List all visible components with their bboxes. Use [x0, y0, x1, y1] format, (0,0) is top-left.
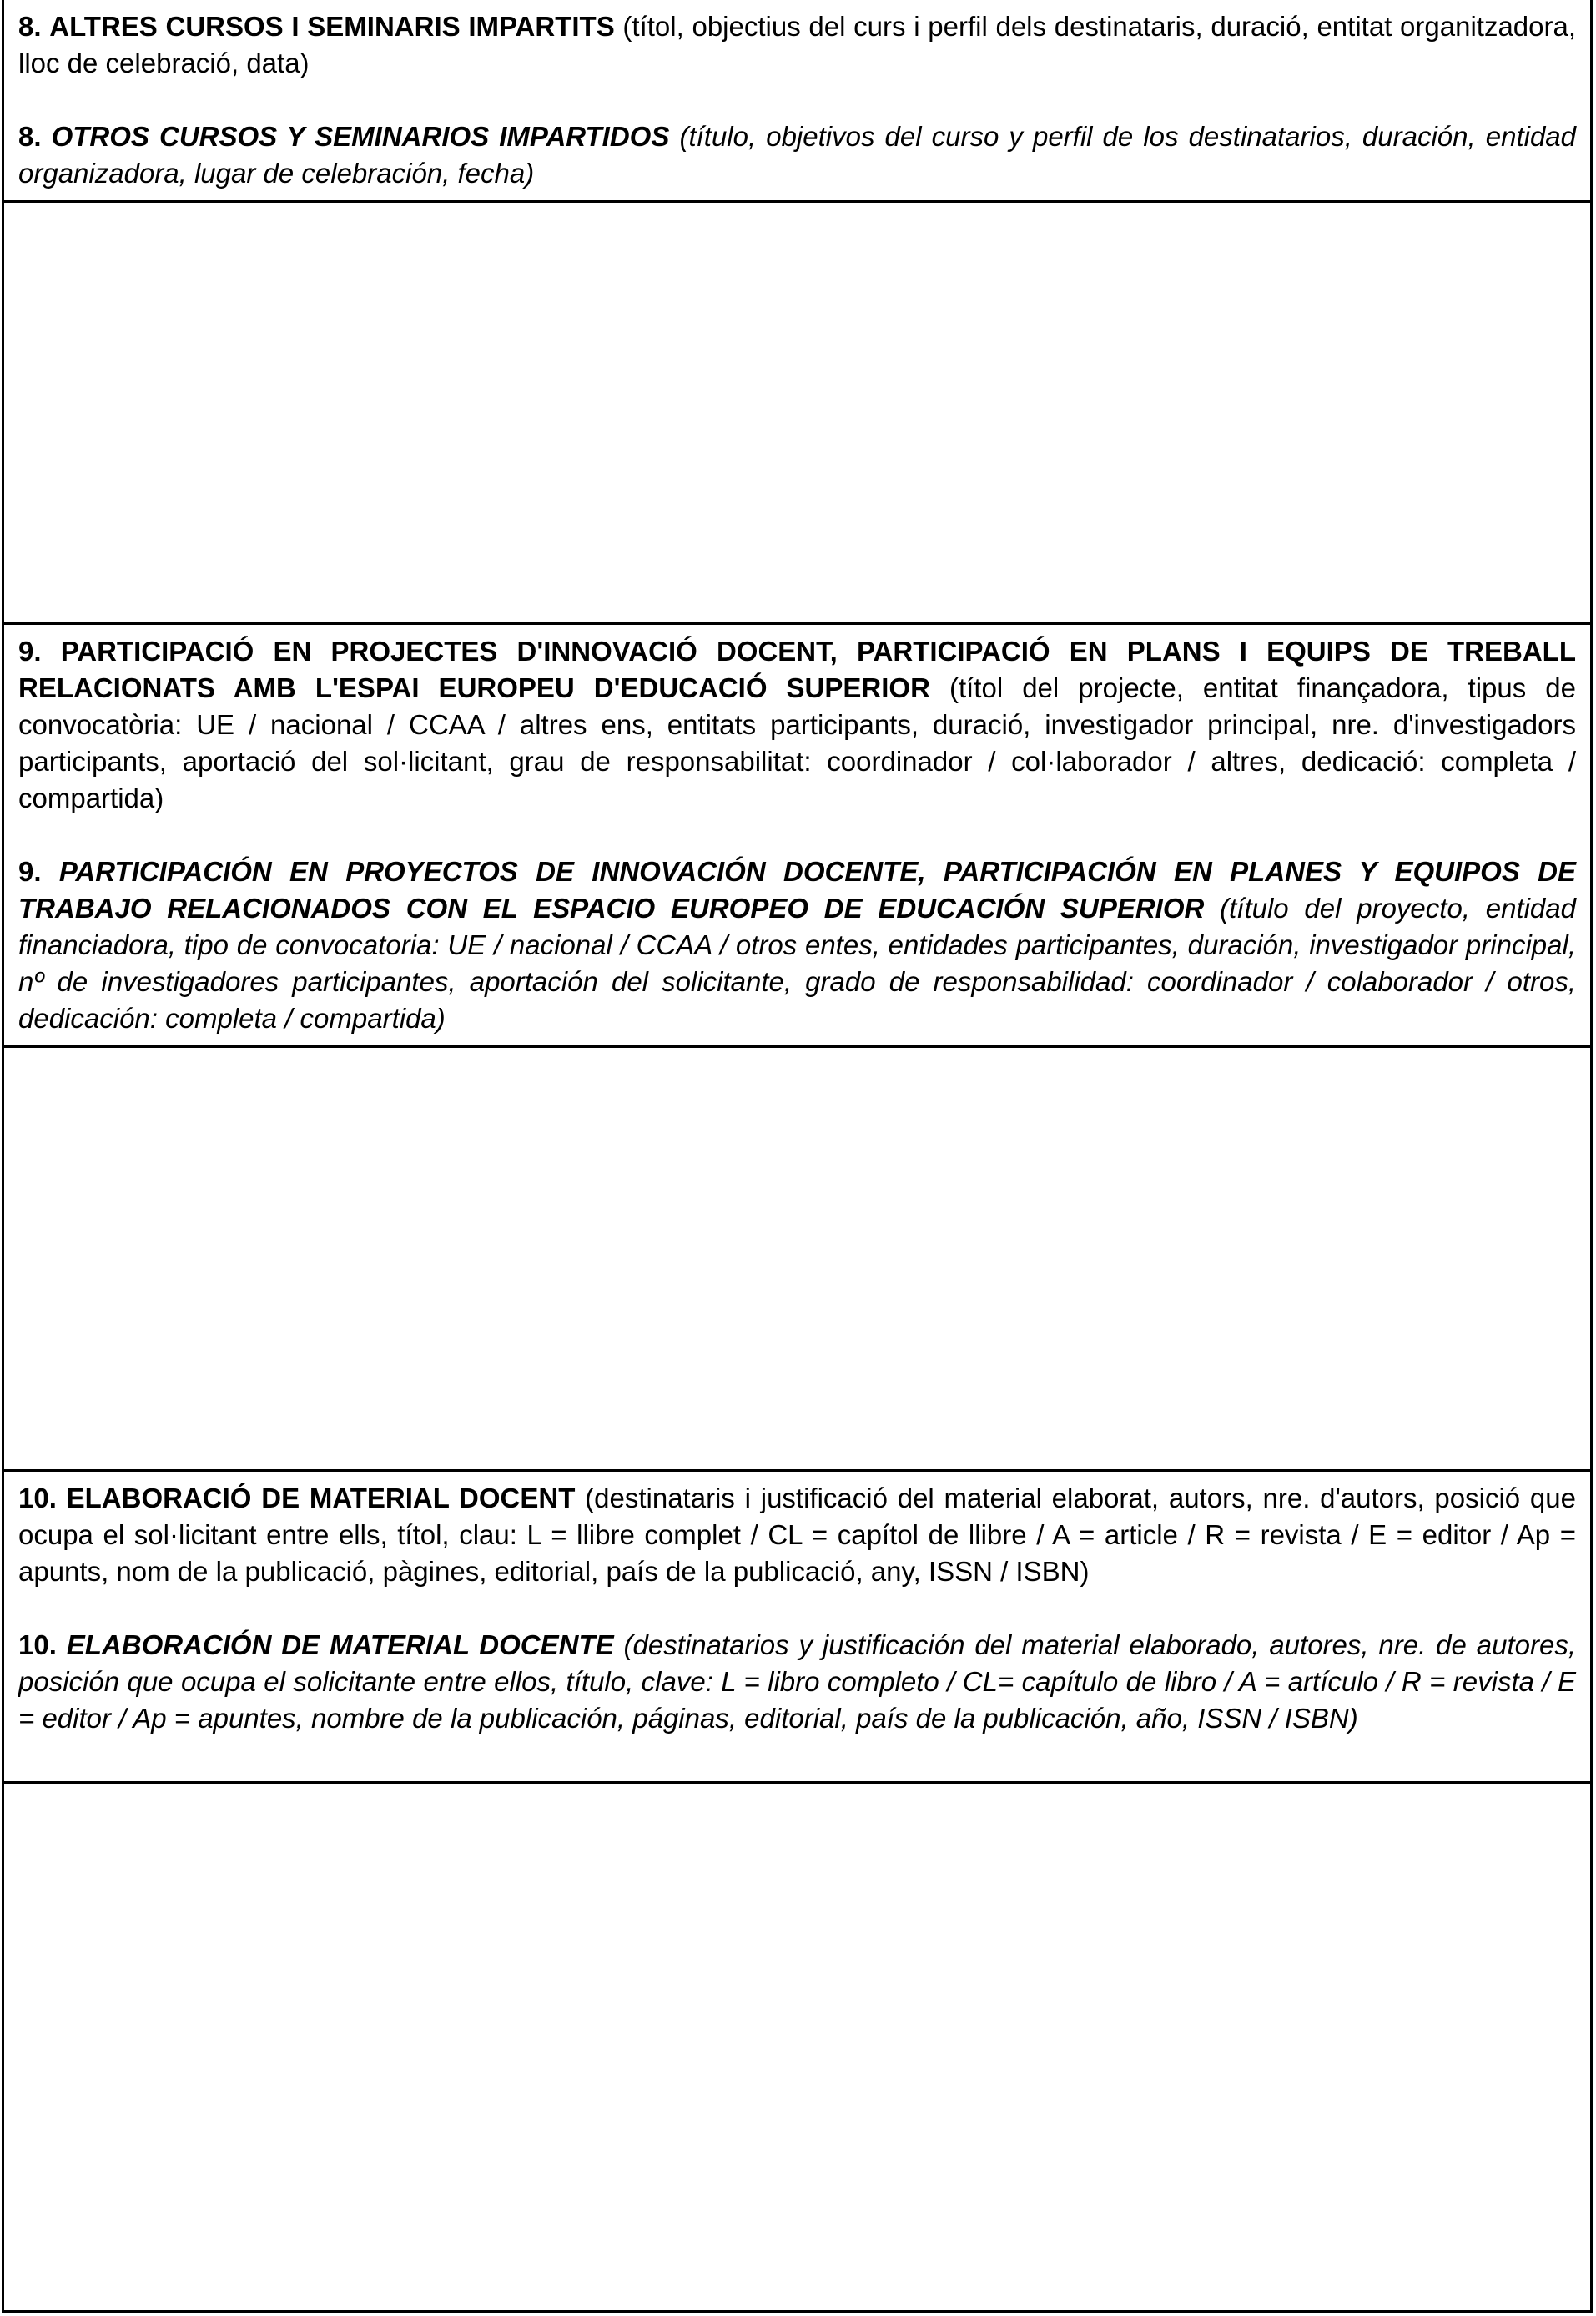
section-9-spanish-heading	[18, 853, 1576, 1037]
section-title: ELABORACIÓN DE MATERIAL DOCENTE	[66, 1629, 614, 1660]
section-title: PARTICIPACIÓN EN PROYECTOS DE INNOVACIÓN DOCENTE, PARTICIPACIÓN EN PLANES Y EQUIPOS DE TRABAJO RELACIONADOS CON EL ESPACIO EUROPEO DE EDUCACIÓN SUPERIOR	[18, 856, 1577, 924]
section-9-answer-field[interactable]	[4, 1048, 1590, 1472]
section-number: 10.	[18, 1483, 57, 1513]
section-description: (títol, objectius del curs i perfil dels destinataris, duració, entitat organitzadora, lloc de celebració, data)	[18, 11, 1577, 78]
section-title: PARTICIPACIÓ EN PROJECTES D'INNOVACIÓ DOCENT, PARTICIPACIÓ EN PLANS I EQUIPS DE TREBALL RELACIONATS AMB L'ESPAI EUROPEU D'EDUCACIÓ SUPERIOR	[18, 636, 1576, 703]
section-9-header	[4, 625, 1590, 1048]
section-10-spanish-heading	[18, 1627, 1576, 1737]
section-number: 9.	[18, 636, 42, 667]
section-10-catalan-heading	[18, 1480, 1576, 1590]
section-number: 8.	[18, 11, 42, 42]
section-title: ALTRES CURSOS I SEMINARIS IMPARTITS	[49, 11, 615, 42]
section-10-header	[4, 1472, 1590, 1784]
section-number: 8.	[18, 121, 42, 152]
section-number: 9.	[18, 856, 42, 887]
section-number: 10.	[18, 1629, 57, 1660]
section-8-header	[4, 0, 1590, 203]
section-9-catalan-heading	[18, 633, 1576, 817]
section-title: ELABORACIÓ DE MATERIAL DOCENT	[66, 1483, 576, 1513]
section-title: OTROS CURSOS Y SEMINARIOS IMPARTIDOS	[51, 121, 670, 152]
application-form	[2, 0, 1593, 2313]
section-description: (destinataris i justificació del material elaborat, autors, nre. d'autors, posició que ocupa el sol·licitant entre ells, títol, clau: L = llibre complet / CL = capítol de llibre / A = article / R = revista / E = editor / Ap = apunts, nom de la publicació, pàgines, editorial, país de la publicació, any, ISSN / ISBN)	[18, 1483, 1576, 1587]
section-8-answer-field[interactable]	[4, 203, 1590, 625]
section-8-spanish-heading	[18, 118, 1576, 192]
section-description: (destinatarios y justificación del material elaborado, autores, nre. de autores, posición que ocupa el solicitante entre ellos, título, clave: L = libro completo / CL= capítulo de libro / A = artículo / R = revista / E = editor / Ap = apuntes, nombre de la publicación, páginas, editorial, país de la publicación, año, ISSN / ISBN)	[18, 1629, 1576, 1734]
section-description: (títol del projecte, entitat finançadora, tipus de convocatòria: UE / nacional / CCAA / altres ens, entitats participants, duració, investigador principal, nre. d'investigadors participants, aportació del sol·licitant, grau de responsabilitat: coordinador / col·laborador / altres, dedicació: completa / compartida)	[18, 672, 1577, 813]
section-description: (título del proyecto, entidad financiadora, tipo de convocatoria: UE / nacional / CCAA / otros entes, entidades participantes, duración, investigador principal, nº de investigadores participantes, aportación del solicitante, grado de responsabilidad: coordinador / colaborador / otros, dedicación: completa / compartida)	[18, 893, 1576, 1034]
section-description: (título, objetivos del curso y perfil de los destinatarios, duración, entidad organizadora, lugar de celebración, fecha)	[18, 121, 1577, 189]
section-10-answer-field[interactable]	[4, 1784, 1590, 2310]
section-8-catalan-heading	[18, 8, 1576, 82]
